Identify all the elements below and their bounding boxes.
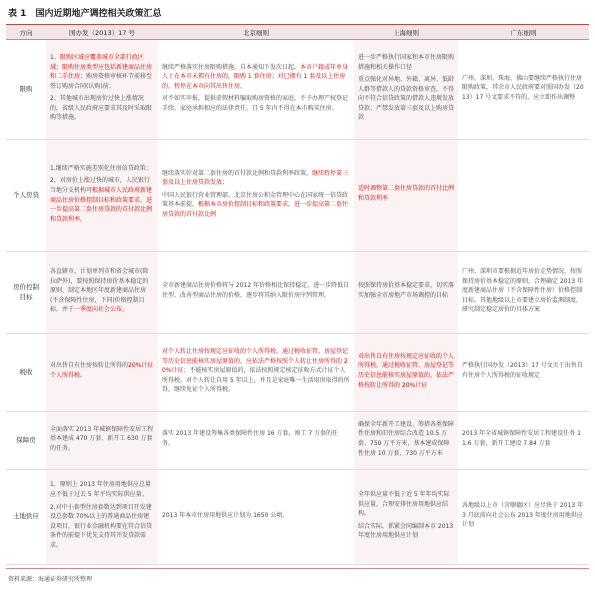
policy-table (6, 24, 589, 565)
cell-beijing (158, 470, 354, 565)
cell-guoban (46, 412, 158, 470)
cell-text: ；不能核实房屋原值的，依法按照规定核定征收方式计征个人所得税。对个人转让自用 5 年以上，并且是家庭唯一生活用房取得的所得，继续免征个人所得税。 (162, 367, 350, 394)
cell-text: 。 (240, 82, 247, 90)
cell-text: 确保全年新开工建设、筹措各类保障性住房和旧住房综合改造 10.5 万套、750 万平方米，基本建成保障性住房 10 万套、730 万平方米 (358, 420, 455, 457)
row-label: 房价控制目标 (6, 252, 46, 334)
cell-text: 2,对中小套型住房套数达到项目开发建设总套数 70%以上的普通商品住房建设项目，银行业金融机构要在符合信贷条件的前提下优先支持其开发贷款需求。 (50, 503, 153, 549)
cell-guoban (46, 140, 158, 252)
cell-paragraph (50, 503, 154, 551)
table-body (6, 40, 589, 565)
row-label: 个人房贷 (6, 140, 46, 252)
cell-paragraph (162, 191, 350, 220)
cell-text: 继续严格落实住房限购措施，自本通知下发次日起， (162, 63, 301, 71)
cell-text: 购房资格审核环节前移至签订购房合同(认购)前； (50, 73, 153, 90)
cell-text: 2，对房价上涨过快的城市，人民银行当地分支机构可 (50, 177, 150, 194)
footer-rule (6, 568, 589, 569)
cell-text: 各地级以上市（含顺德区）应尽快于 2013 年 3 月底前向社会公布 2013 年度住房用地供应计划 (462, 502, 584, 529)
cell-paragraph (162, 63, 350, 92)
cell-paragraph (162, 94, 350, 113)
highlighted-text: 根据城市人民政府新建商品住房价格控制目标和政策要求，进一步提高第二套住房贷款的首付款比例和贷款利率。 (50, 186, 153, 223)
highlighted-text: 限购区域应覆盖城市全部行政区域；限购住房类型应包括新建商品住房和二手住房； (50, 53, 153, 81)
cell-text: 落实 2013 年建设筹集各类保障性住房 16 万套，竣工 7 万套的任务。 (162, 430, 339, 447)
cell-guangdong (458, 40, 589, 140)
cell-text: 1，原则上 2013 年住房用地供应总量应不低于过去 5 年平均实际供应量。 (50, 481, 151, 499)
cell-paragraph (358, 53, 454, 72)
cell-paragraph (358, 352, 454, 390)
highlighted-text: 一季度向社会公布。 (74, 306, 129, 314)
cell-text: 对出售自有住房按转让所得的 (50, 362, 129, 370)
cell-paragraph (162, 281, 350, 300)
cell-guangdong (458, 140, 589, 252)
cell-paragraph (462, 74, 585, 103)
source-note: 资料来源：海通证券研究所整理 (8, 576, 93, 583)
cell-shanghai (354, 334, 458, 412)
highlighted-text: 对个人转让住房按规定应征收的个人所得税，通过税收征管、房屋登记等历史信息能核实房屋原值的，应依法严格按照个人转让住房所得的 20%计征 (162, 348, 349, 375)
cell-text: 进一步严格执行国家和本市住房限购措施和相关操作口径 (358, 53, 455, 71)
cell-paragraph (162, 429, 350, 448)
header-shanghai: 上海细则 (354, 25, 458, 40)
cell-text: 广州、深圳市要根据近年房价走势情况，按照保持房价基本稳定的原则，合理确定 2013 年度新建商品住房（不含保障性住房）价格控制目标。其他地级以上市要建立房价监测制度，研究制定稳定房价的具体方案 (462, 268, 584, 314)
cell-paragraph (358, 420, 454, 458)
cell-paragraph (50, 53, 154, 91)
cell-guangdong (458, 252, 589, 334)
cell-guoban (46, 334, 158, 412)
table-title-text: 国内近期地产调控相关政策汇总 (35, 9, 162, 19)
highlighted-text: 适时调整第二套住房贷款的首付比例和贷款利率 (358, 185, 455, 202)
table-row (6, 140, 589, 252)
cell-paragraph (50, 425, 154, 454)
table-row (6, 40, 589, 140)
cell-guoban (46, 40, 158, 140)
cell-paragraph (358, 184, 454, 203)
cell-text: 全面落实 2013 年城镇保障性安居工程基本建成 470 万套、新开工 630 万套的任务。 (50, 425, 154, 452)
cell-paragraph (50, 361, 154, 380)
cell-paragraph (162, 511, 350, 521)
highlighted-text: 根据本市房价控制目标和政策要求，进一步提高第二套住房贷款的首付款比例 (162, 201, 349, 218)
cell-paragraph (462, 361, 585, 380)
highlighted-text: 本市户籍成年单身人士在本市未拥有住房的，限购 1 套住房；对已拥有 1 套及以上住房的，暂停在本市向其出售住房 (162, 63, 349, 90)
cell-shanghai (354, 252, 458, 334)
cell-text: 严格执行国办发（2013）17 号文关于出售自有住房个人所得税的征收规定 (462, 362, 583, 379)
cell-paragraph (462, 429, 585, 448)
cell-paragraph (50, 480, 154, 499)
cell-text: 继续落实好对第二套住房的首付款比例和贷款利率政策， (162, 169, 313, 177)
cell-text: 重点强化对异地、外籍、离异、低龄人群等借款人的贷款资格审查，不得向不符合信贷政策的借款人违规发放贷款；严禁发放第三套及以上购房贷款 (358, 76, 455, 122)
cell-beijing (158, 140, 354, 252)
table-number: 表 1 (8, 9, 27, 19)
cell-shanghai (354, 412, 458, 470)
table-title (8, 6, 162, 19)
cell-beijing (158, 412, 354, 470)
row-label: 税收 (6, 334, 46, 412)
cell-paragraph (462, 267, 585, 315)
cell-paragraph (50, 94, 154, 123)
table-row (6, 252, 589, 334)
cell-guoban (46, 470, 158, 565)
cell-text: 1,继续严格实施差别化住房信贷政策； (50, 164, 152, 172)
cell-guoban (46, 252, 158, 334)
header-beijing: 北京细则 (158, 25, 354, 40)
highlighted-text: 对出售自有住房按规定应征收的个人所得税，通过税收征管、房屋登记等历史信息能核实房屋原值的，依法严格按转让所得的 20%计征 (358, 352, 455, 389)
cell-shanghai (354, 40, 458, 140)
cell-guangdong (458, 334, 589, 412)
cell-shanghai (354, 140, 458, 252)
cell-text: 1、 (50, 53, 60, 61)
cell-text: 广州、深圳、珠海、佛山要继续严格执行住房限购政策，其余市人民政府要对照国办发（2013）17 号文要求不符的，应立即作出调整 (462, 74, 584, 101)
cell-paragraph (462, 501, 585, 530)
cell-guangdong (458, 412, 589, 470)
cell-beijing (158, 40, 354, 140)
cell-paragraph (358, 281, 454, 300)
header-direction: 方向 (6, 25, 46, 40)
cell-beijing (158, 334, 354, 412)
highlighted-text: 继续暂停第三套及以上住房贷款发放； (162, 169, 349, 187)
highlighted-text: 20%计征个人所得税。 (50, 362, 154, 379)
header-row (6, 25, 589, 40)
cell-text: 2013 年全省城镇保障性安居工程建设任务 11.6 万套，新开工建设 7.84 万套 (462, 430, 581, 447)
cell-text: 全年供应量不低于近 5 年年均实际供应量，合理安排住房用地供应结构。 (358, 491, 450, 518)
row-label: 保障房 (6, 412, 46, 470)
cell-paragraph (162, 169, 350, 188)
cell-text: 中国人民银行营业管理部、北京住房公积金管理中心在国家统一信贷政策基本前提， (162, 191, 349, 209)
cell-beijing (158, 252, 354, 334)
cell-text: 全市新建商品住房价格将与 2012 年价格相比保持稳定，进一步降低自住型、改善型商品住房的价格，逐步将其纳入限价房序列管理。 (162, 282, 350, 299)
cell-paragraph (358, 75, 454, 123)
table-row (6, 334, 589, 412)
row-label: 土地供应 (6, 470, 46, 565)
cell-shanghai (354, 470, 458, 565)
cell-text: 按照保持房价基本稳定要求，切实落实加强全市房地产市场调控的目标 (358, 282, 455, 299)
cell-text: 2、其他城市出现房价过快上涨情况的，省级人民政府应要求其及时采取限购等措施。 (50, 95, 153, 122)
header-guoban: 国办发（2013）17 号 (46, 25, 158, 40)
header-guangdong: 广东细则 (458, 25, 589, 40)
cell-paragraph (50, 176, 154, 224)
cell-paragraph (50, 164, 154, 174)
cell-guangdong (458, 470, 589, 565)
cell-paragraph (162, 347, 350, 395)
table-row (6, 412, 589, 470)
cell-paragraph (358, 522, 454, 541)
table-row (6, 470, 589, 565)
cell-text: 对不如实申报，提供虚假材料骗取购房资格的家庭，不予办理产权登记手续，家庭承担相应的法律责任，且 5 年内不得在本市购买住房。 (162, 95, 349, 112)
cell-text: 2013 年本市住房用地供应计划为 1650 公顷。 (162, 511, 289, 519)
cell-paragraph (358, 490, 454, 519)
cell-text: 结合实际，抓紧会同编制本市 2013 年度住房用地供应计划 (358, 522, 454, 540)
row-label: 限购 (6, 40, 46, 140)
cell-text: 各直辖市，计划单列市和省会城市(除拉萨外)，要按照保持房价基本稳定的原则，制定本地区年度新建商品住房(不含保障性住房，下同)价格控制目标，并于 (50, 268, 149, 314)
cell-paragraph (50, 267, 154, 315)
